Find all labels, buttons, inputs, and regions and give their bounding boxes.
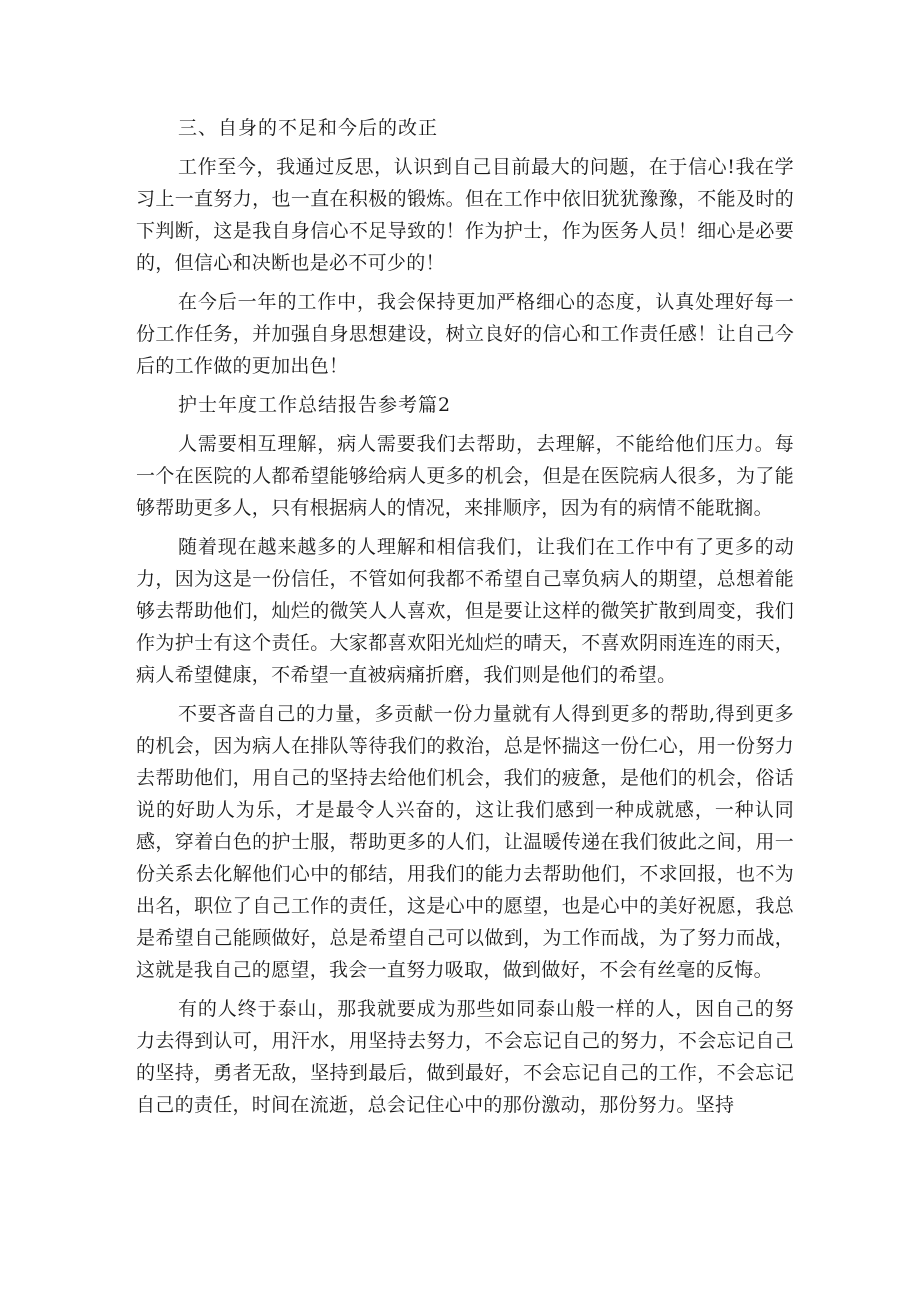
spacer [136,279,794,286]
spacer [136,382,794,389]
spacer [136,986,794,993]
spacer [136,421,794,428]
paragraph-future-plan: 在今后一年的工作中，我会保持更加严格细心的态度，认真处理好每一份工作任务，并加强自身思想建设，树立良好的信心和工作责任感！让自己今后的工作做的更加出色！ [136,291,794,377]
spacer [136,691,794,698]
section-heading: 三、自身的不足和今后的改正 [178,117,439,139]
document-body [136,112,794,1121]
paragraph-trust: 随着现在越来越多的人理解和相信我们，让我们在工作中有了更多的动力，因为这是一份信任，不管如何我都不希望自己辜负病人的期望，总想着能够去帮助他们，灿烂的微笑人人喜欢，但是要让这样的微笑扩散到周变，我们作为护士有这个责任。大家都喜欢阳光灿烂的晴天，不喜欢阴雨连连的雨天，病人希望健康，不希望一直被病痛折磨，我们则是他们的希望。 [136,536,794,686]
paragraph-self-reflection: 工作至今，我通过反思，认识到自己目前最大的问题，在于信心!我在学习上一直努力，也一直在积极的锻炼。但在工作中依旧犹犹豫豫，不能及时的下判断，这是我自身信心不足导致的！作为护士，作为医务人员！细心是必要的，但信心和决断也是必不可少的！ [136,156,794,274]
spacer [136,524,794,531]
paragraph-perseverance: 有的人终于泰山，那我就要成为那些如同泰山般一样的人，因自己的努力去得到认可，用汗水，用坚持去努力，不会忘记自己的努力，不会忘记自己的坚持，勇者无敌，坚持到最后，做到最好，不会忘记自己的工作，不会忘记自己的责任，时间在流逝，总会记住心中的那份激动，那份努力。坚持 [136,998,794,1116]
paragraph-understanding: 人需要相互理解，病人需要我们去帮助，去理解，不能给他们压力。每一个在医院的人都希望能够给病人更多的机会，但是在医院病人很多，为了能够帮助更多人，只有根据病人的情况，来排顺序，因为有的病情不能耽搁。 [136,433,794,519]
article-title: 护士年度工作总结报告参考篇2 [178,394,452,416]
paragraph-contribution: 不要吝啬自己的力量，多贡献一份力量就有人得到更多的帮助,得到更多的机会，因为病人在排队等待我们的救治，总是怀揣这一份仁心，用一份努力去帮助他们，用自己的坚持去给他们机会，我们的疲惫，是他们的机会，俗话说的好助人为乐，才是最令人兴奋的，这让我们感到一种成就感，一种认同感，穿着白色的护士服，帮助更多的人们，让温暖传递在我们彼此之间，用一份关系去化解他们心中的郁结，用我们的能力去帮助他们，不求回报，也不为出名，职位了自己工作的责任，这是心中的愿望，也是心中的美好祝愿，我总是希望自己能顾做好，总是希望自己可以做到，为工作而战，为了努力而战，这就是我自己的愿望，我会一直努力吸取，做到做好，不会有丝毫的反悔。 [136,703,794,981]
spacer [136,144,794,151]
